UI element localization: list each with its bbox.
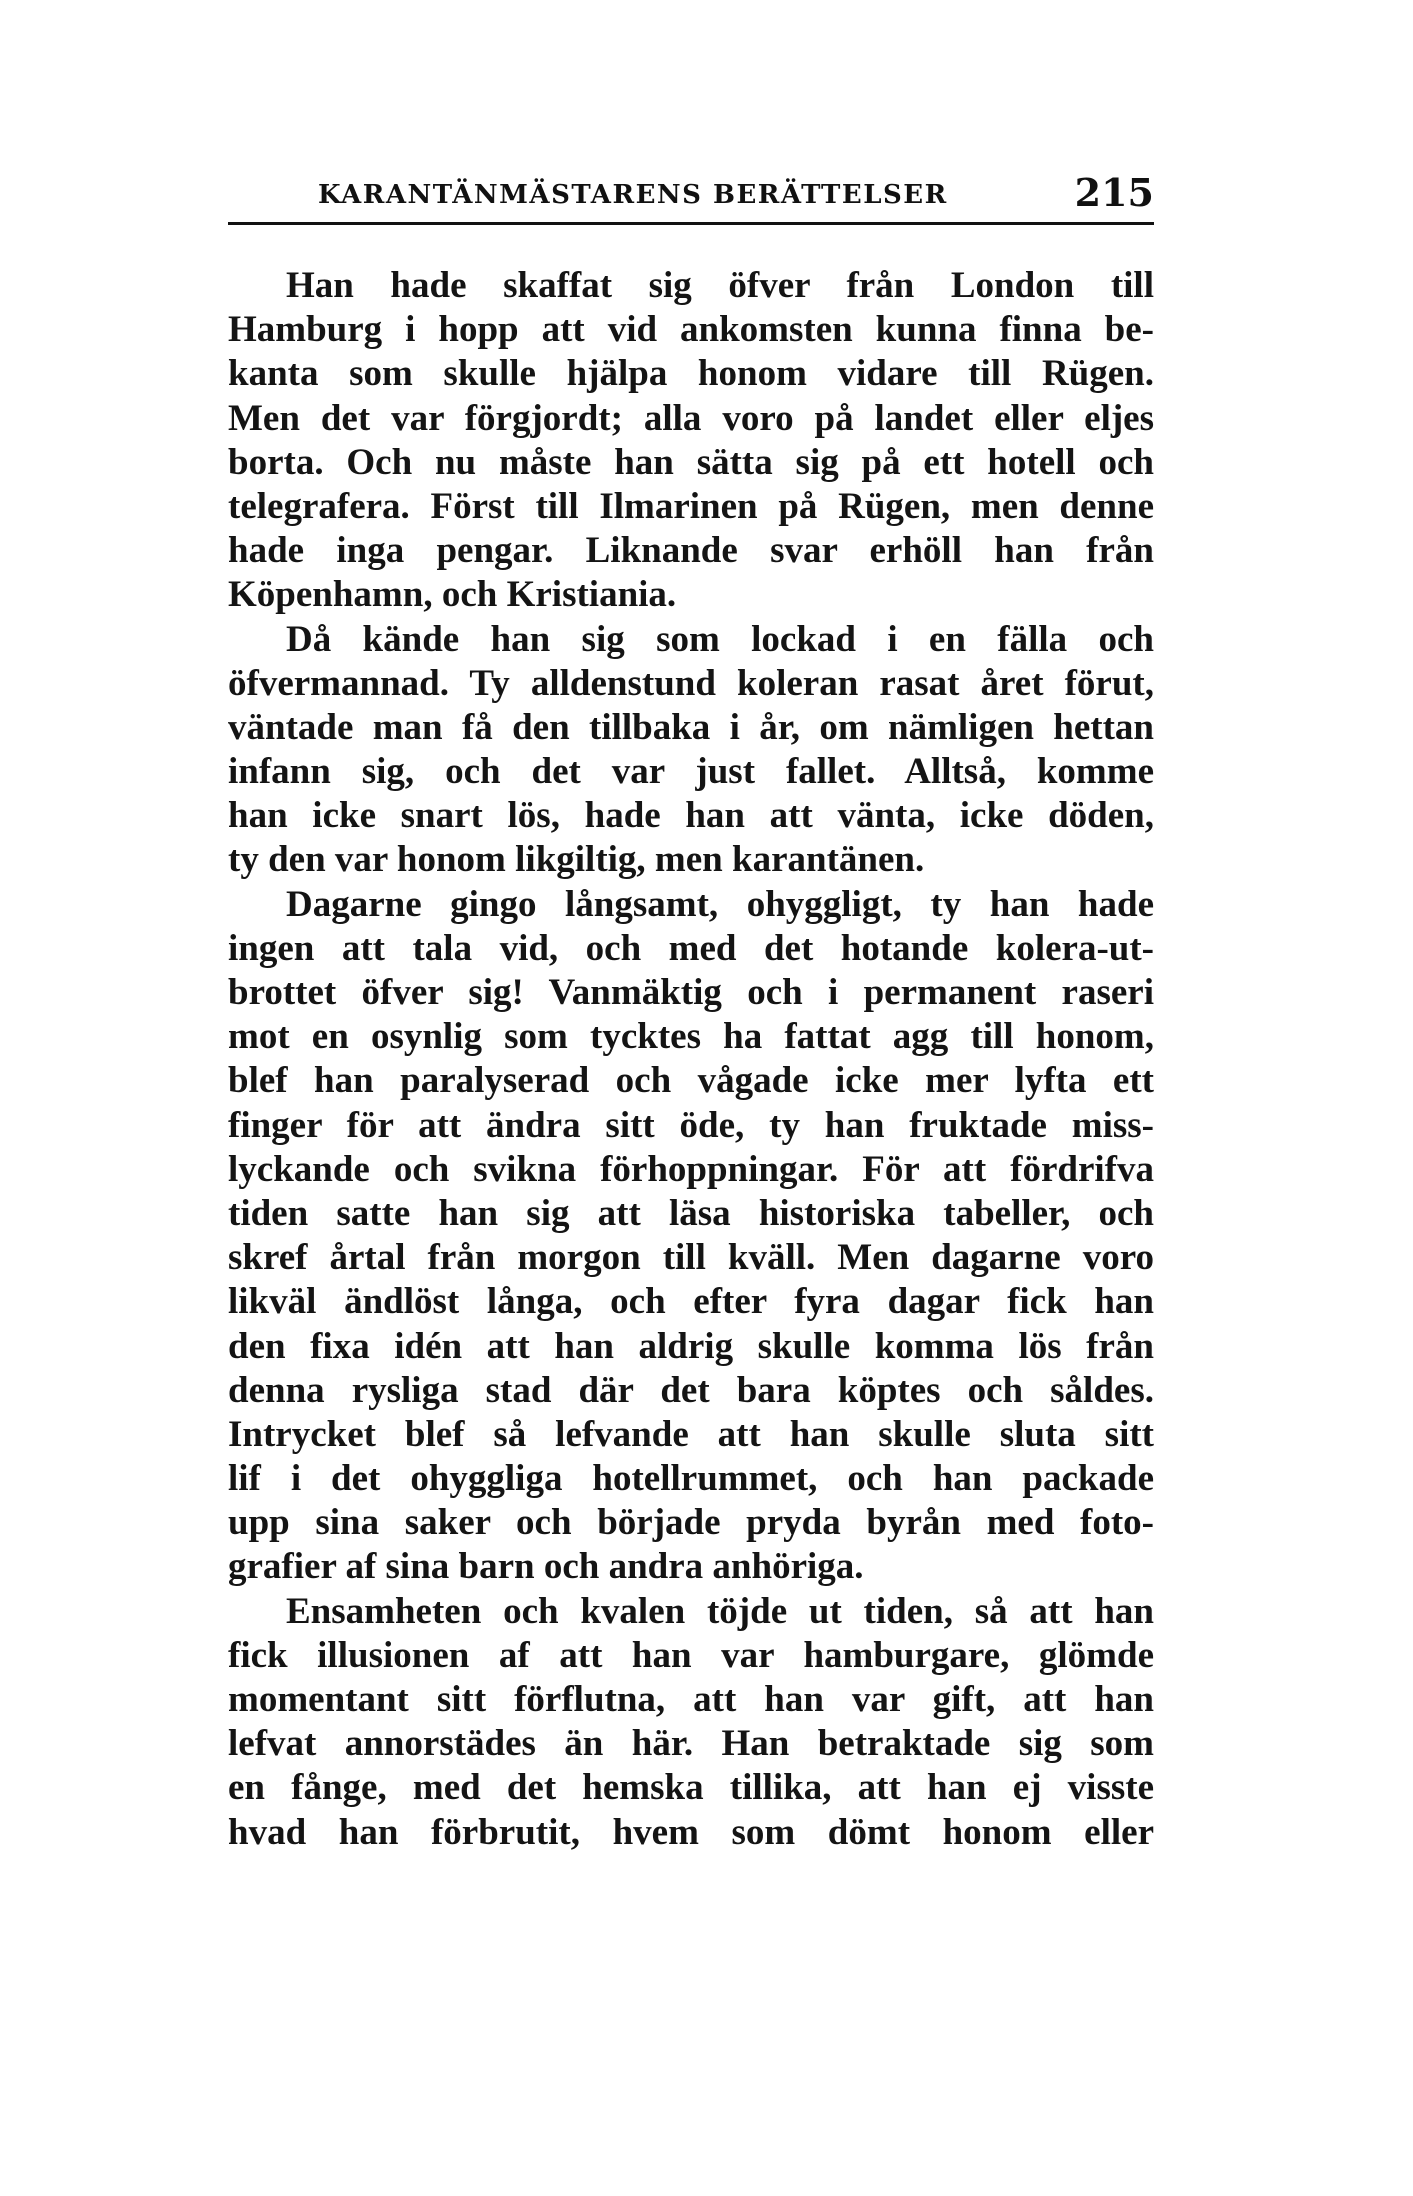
text-line: Dagarne gingo långsamt, ohyggligt, ty han hade	[286, 883, 1154, 925]
text-line: Ensamheten och kvalen töjde ut tiden, så att han	[286, 1590, 1154, 1632]
text-line: borta. Och nu måste han sätta sig på ett hotell och	[228, 441, 1154, 483]
text-line: tiden satte han sig att läsa historiska tabeller, och	[228, 1192, 1154, 1234]
text-line: Hamburg i hopp att vid ankomsten kunna finna be-	[228, 309, 1154, 351]
text-line: blef han paralyserad och vågade icke mer lyfta ett	[228, 1060, 1154, 1102]
body-text	[228, 264, 1154, 1855]
text-line: hvad han förbrutit, hvem som dömt honom eller	[228, 1811, 1154, 1853]
text-line: momentant sitt förflutna, att han var gift, att han	[228, 1679, 1154, 1720]
text-line: grafier af sina barn och andra anhöriga.	[228, 1546, 864, 1588]
text-line: hade inga pengar. Liknande svar erhöll han från	[228, 530, 1154, 572]
text-line: Då kände han sig som lockad i en fälla och	[286, 618, 1154, 660]
text-line: han icke snart lös, hade han att vänta, icke döden,	[228, 795, 1154, 837]
text-line: telegrafera. Först till Ilmarinen på Rügen, men denne	[228, 485, 1154, 527]
text-line: upp sina saker och började pryda byrån med foto-	[228, 1502, 1154, 1544]
text-line: en fånge, med det hemska tillika, att han ej visste	[228, 1767, 1154, 1809]
text-line: Köpenhamn, och Kristiania.	[228, 574, 677, 616]
text-line: Men det var förgjordt; alla voro på landet eller eljes	[228, 397, 1154, 439]
text-line: Intrycket blef så lefvande att han skulle sluta sitt	[228, 1413, 1154, 1455]
text-line: mot en osynlig som tycktes ha fattat agg till honom,	[228, 1016, 1154, 1058]
running-head: KARANTÄNMÄSTARENS BERÄTTELSER	[318, 180, 948, 210]
text-line: lyckande och svikna förhoppningar. För att fördrifva	[228, 1148, 1154, 1190]
text-line: öfvermannad. Ty alldenstund koleran rasat året förut,	[228, 662, 1154, 704]
text-line: fick illusionen af att han var hamburgare, glömde	[228, 1634, 1154, 1676]
text-line: likväl ändlöst långa, och efter fyra dagar fick han	[228, 1281, 1154, 1323]
text-line: ty den var honom likgiltig, men karantänen.	[228, 839, 925, 881]
text-line: denna rysliga stad där det bara köptes och såldes.	[228, 1369, 1154, 1411]
text-line: infann sig, och det var just fallet. Alltså, komme	[228, 751, 1154, 793]
page-number: 215	[1074, 170, 1154, 215]
text-line: skref årtal från morgon till kväll. Men dagarne voro	[228, 1237, 1154, 1279]
text-line: Han hade skaffat sig öfver från London till	[286, 265, 1154, 306]
text-line: lefvat annorstädes än här. Han betraktade sig som	[228, 1723, 1154, 1765]
text-line: den fixa idén att han aldrig skulle komma lös från	[228, 1325, 1154, 1367]
text-line: väntade man få den tillbaka i år, om nämligen hettan	[228, 706, 1154, 748]
text-line: kanta som skulle hjälpa honom vidare till Rügen.	[228, 353, 1154, 395]
text-line: finger för att ändra sitt öde, ty han fruktade miss-	[228, 1104, 1154, 1146]
page-header	[228, 170, 1154, 225]
text-line: lif i det ohyggliga hotellrummet, och han packade	[228, 1458, 1154, 1500]
text-line: brottet öfver sig! Vanmäktig och i permanent raseri	[228, 972, 1154, 1013]
text-line: ingen att tala vid, och med det hotande kolera-ut-	[228, 927, 1154, 969]
